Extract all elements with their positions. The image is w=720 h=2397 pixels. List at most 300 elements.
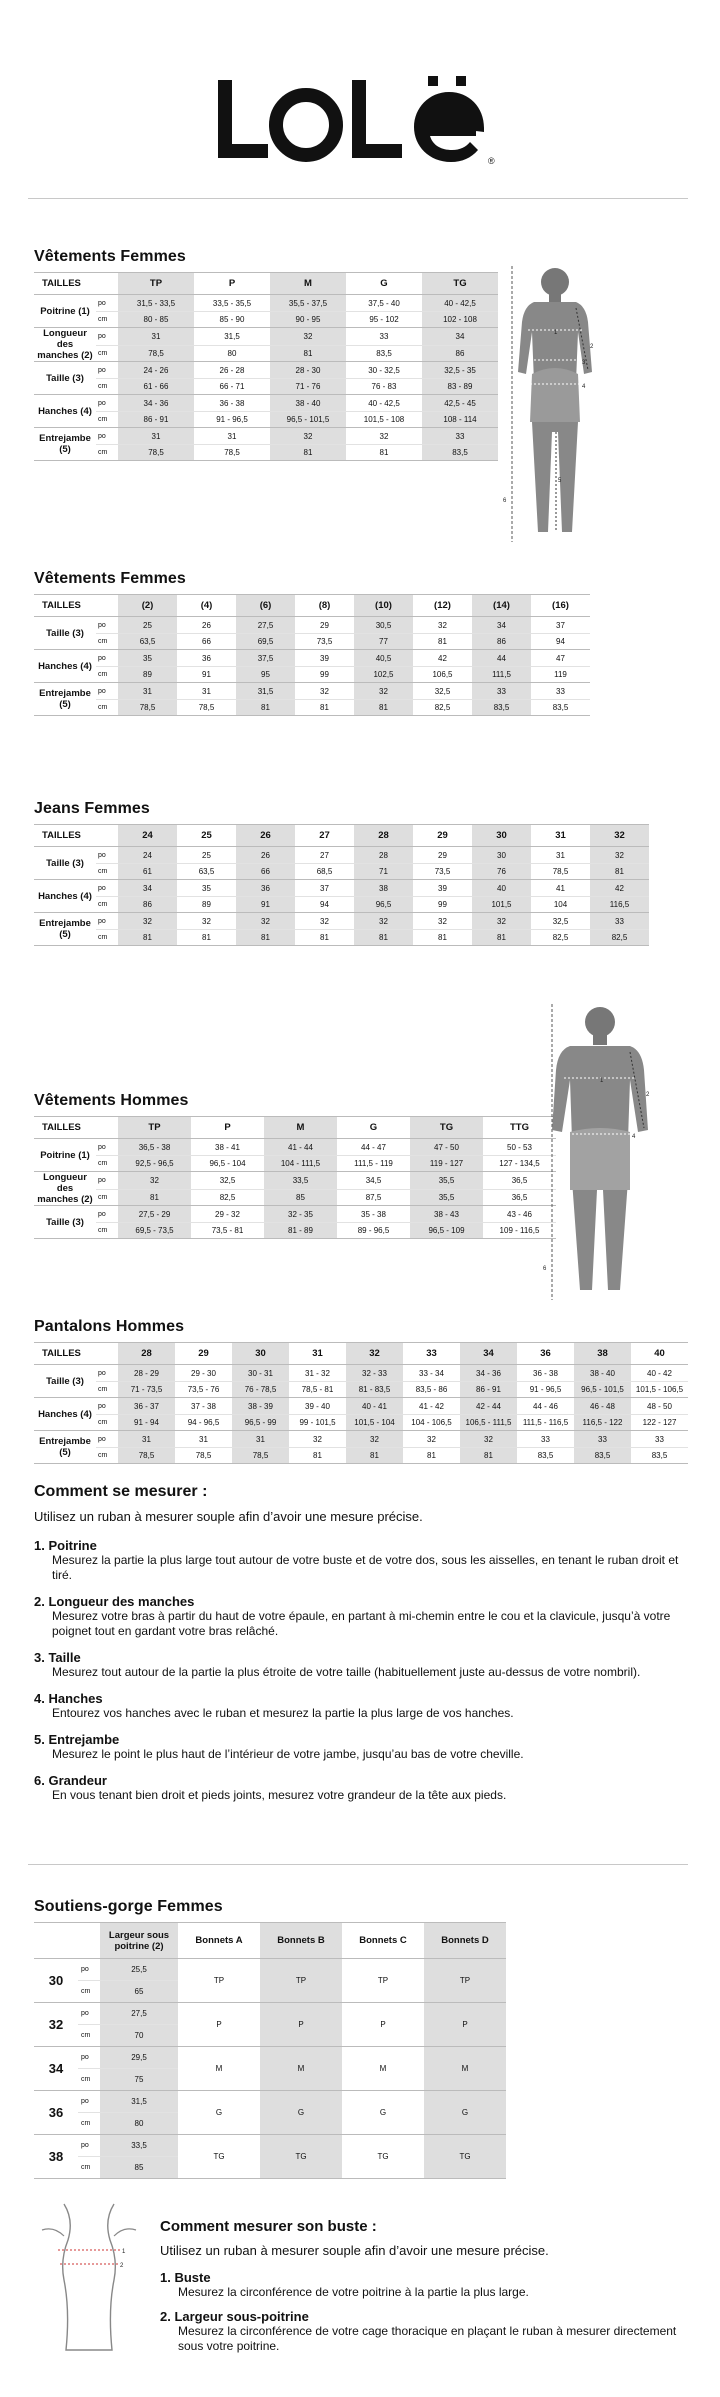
unit-label: po (96, 1139, 118, 1156)
table-cell: 76 - 78,5 (232, 1382, 289, 1398)
table-cell: 35 (177, 880, 236, 897)
howto-item (34, 1650, 694, 1680)
measurement-label: Hanches (4) (34, 1398, 96, 1431)
table-cell: 86 (422, 345, 498, 362)
table-cell: 34,5 (337, 1172, 410, 1190)
table-cell: 35,5 - 37,5 (270, 295, 346, 312)
size-column-header: 34 (460, 1343, 517, 1365)
table-cell: 81 (413, 930, 472, 946)
table-cell: 32 (346, 1431, 403, 1448)
table-title: Vêtements Femmes (34, 570, 186, 587)
table-cell: 32 (270, 328, 346, 346)
table-cell: 96,5 - 101,5 (270, 412, 346, 428)
table-row (34, 1172, 556, 1190)
table-cell: 31 (531, 847, 590, 864)
bust-item-text: Mesurez la circonférence de votre cage thoracique en plaçant le ruban à mesurer directement sous votre poitrine. (178, 2324, 677, 2353)
size-column-header: M (264, 1117, 337, 1139)
underbust-value: 33,5 (100, 2135, 178, 2157)
size-column-header: 28 (118, 1343, 175, 1365)
table-cell: 34 (118, 880, 177, 897)
table-cell: 81 (472, 930, 531, 946)
size-column-header: 40 (631, 1343, 688, 1365)
table-cell: 34 - 36 (460, 1365, 517, 1382)
table-row (34, 700, 590, 716)
table-cell: 96,5 - 99 (232, 1415, 289, 1431)
howto-item-text: Mesurez votre bras à partir du haut de votre épaule, en partant à mi-chemin entre le cou et la clavicule, jusqu’à votre poignet tout en gardant votre bras relâché. (52, 1609, 671, 1638)
howto-item-title: 6. Grandeur (34, 1773, 107, 1788)
table-cell: 26 (236, 847, 295, 864)
bra-column-header: Bonnets B (260, 1923, 342, 1959)
woman-measure-figure (500, 262, 610, 557)
table-cell: 81 (346, 445, 422, 461)
table-row (34, 1398, 688, 1415)
table-cell: 122 - 127 (631, 1415, 688, 1431)
table-row (34, 412, 498, 428)
table-cell: 36 - 38 (517, 1365, 574, 1382)
unit-label: cm (78, 2025, 100, 2047)
table-row (34, 1448, 688, 1464)
table-cell: 96,5 - 101,5 (574, 1382, 631, 1398)
size-column-header: 36 (517, 1343, 574, 1365)
table-cell: 40 - 42,5 (422, 295, 498, 312)
bra-band-size: 32 (34, 2003, 78, 2047)
unit-label: cm (96, 379, 118, 395)
unit-label: po (96, 1365, 118, 1382)
cup-size-cell: TG (260, 2135, 342, 2179)
table-cell: 39 - 40 (289, 1398, 346, 1415)
size-column-header: (12) (413, 595, 472, 617)
unit-label: po (96, 650, 118, 667)
table-cell: 32 - 35 (264, 1206, 337, 1223)
underbust-value: 70 (100, 2025, 178, 2047)
table-cell: 31,5 - 33,5 (118, 295, 194, 312)
table-cell: 32 (472, 913, 531, 930)
table-cell: 101,5 - 104 (346, 1415, 403, 1431)
table-cell: 81 (270, 345, 346, 362)
table-cell: 38 - 40 (574, 1365, 631, 1382)
man-measure-figure (540, 1000, 660, 1315)
table-cell: 94 (531, 634, 590, 650)
size-column-header: (4) (177, 595, 236, 617)
table-row (34, 864, 649, 880)
table-cell: 42 (413, 650, 472, 667)
table-cell: 78,5 (232, 1448, 289, 1464)
table-cell: 40 - 42,5 (346, 395, 422, 412)
table-cell: 78,5 - 81 (289, 1382, 346, 1398)
table-cell: 101,5 - 108 (346, 412, 422, 428)
table-cell: 91 (236, 897, 295, 913)
table-cell: 36,5 (483, 1172, 556, 1190)
unit-label: po (96, 683, 118, 700)
table-cell: 39 (295, 650, 354, 667)
unit-label: cm (96, 312, 118, 328)
measurement-label: Hanches (4) (34, 395, 96, 428)
table-cell: 81 (295, 930, 354, 946)
table-row (34, 295, 498, 312)
size-column-header: 38 (574, 1343, 631, 1365)
unit-label: cm (78, 2113, 100, 2135)
howto-item-title: 4. Hanches (34, 1691, 103, 1706)
table-cell: 42 - 44 (460, 1398, 517, 1415)
unit-label: cm (96, 1189, 118, 1206)
bra-header-row (34, 1923, 506, 1959)
table-cell: 28 - 30 (270, 362, 346, 379)
table-cell: 102,5 (354, 667, 413, 683)
svg-text:3: 3 (582, 360, 586, 366)
table-cell: 50 - 53 (483, 1139, 556, 1156)
table-row (34, 1156, 556, 1172)
table-cell: 34 (422, 328, 498, 346)
cup-size-cell: TP (260, 1959, 342, 2003)
table-cell: 32 (295, 683, 354, 700)
table-cell: 33 (531, 683, 590, 700)
table-cell: 63,5 (177, 864, 236, 880)
unit-label: po (96, 295, 118, 312)
table-cell: 35 (118, 650, 177, 667)
size-column-header: 33 (403, 1343, 460, 1365)
svg-text:2: 2 (646, 1092, 650, 1098)
table-cell: 111,5 - 116,5 (517, 1415, 574, 1431)
bra-size-table (34, 1922, 506, 2179)
table-cell: 111,5 (472, 667, 531, 683)
svg-text:5: 5 (558, 478, 562, 484)
table-cell: 83,5 (574, 1448, 631, 1464)
svg-text:1: 1 (554, 330, 558, 336)
svg-text:4: 4 (632, 1134, 636, 1140)
table-cell: 32 (295, 913, 354, 930)
table-cell: 24 - 26 (118, 362, 194, 379)
table-cell: 33 - 34 (403, 1365, 460, 1382)
bra-size-header (34, 1923, 78, 1959)
cup-size-cell: TG (342, 2135, 424, 2179)
cup-size-cell: TG (178, 2135, 260, 2179)
size-column-header: 27 (295, 825, 354, 847)
unit-label: cm (96, 1448, 118, 1464)
table-cell: 99 (413, 897, 472, 913)
measurement-label: Entrejambe (5) (34, 428, 96, 461)
bra-band-size: 30 (34, 1959, 78, 2003)
table-cell: 85 - 90 (194, 312, 270, 328)
size-column-header: 24 (118, 825, 177, 847)
table-cell: 39 (413, 880, 472, 897)
table-cell: 94 (295, 897, 354, 913)
table-cell: 26 (177, 617, 236, 634)
size-column-header: (16) (531, 595, 590, 617)
bra-row (34, 2047, 506, 2069)
table-cell: 78,5 (531, 864, 590, 880)
divider (28, 198, 688, 199)
unit-label: po (78, 2047, 100, 2069)
table-cell: 26 - 28 (194, 362, 270, 379)
bra-size-section (34, 1898, 506, 2179)
measurement-label: Longueur des manches (2) (34, 1172, 96, 1206)
table-cell: 33 (631, 1431, 688, 1448)
underbust-value: 75 (100, 2069, 178, 2091)
table-section-womens-jeans (34, 800, 654, 946)
table-cell: 31 (177, 683, 236, 700)
table-cell: 33,5 (264, 1172, 337, 1190)
table-row (34, 667, 590, 683)
underbust-value: 31,5 (100, 2091, 178, 2113)
measurement-label: Poitrine (1) (34, 295, 96, 328)
table-cell: 37,5 (236, 650, 295, 667)
table-cell: 36,5 (483, 1189, 556, 1206)
bra-band-size: 34 (34, 2047, 78, 2091)
table-cell: 36 - 37 (118, 1398, 175, 1415)
svg-text:6: 6 (543, 1266, 547, 1272)
unit-label: po (96, 847, 118, 864)
measurement-label: Taille (3) (34, 1365, 96, 1398)
howto-item-title: 2. Longueur des manches (34, 1594, 195, 1609)
unit-label: cm (96, 1382, 118, 1398)
table-cell: 89 - 96,5 (337, 1223, 410, 1239)
table-header-row (34, 1117, 556, 1139)
unit-label: po (78, 2003, 100, 2025)
header-label: TAILLES (34, 825, 96, 847)
table-cell: 66 (236, 864, 295, 880)
size-column-header: 32 (346, 1343, 403, 1365)
header-label: TAILLES (34, 1117, 96, 1139)
table-cell: 86 - 91 (118, 412, 194, 428)
bra-row (34, 2135, 506, 2157)
table-cell: 101,5 - 106,5 (631, 1382, 688, 1398)
brand-logo (0, 70, 720, 175)
size-column-header: 29 (413, 825, 472, 847)
table-row (34, 913, 649, 930)
table-cell: 80 - 85 (118, 312, 194, 328)
table-cell: 36 (236, 880, 295, 897)
table-row (34, 880, 649, 897)
measurement-label: Entrejambe (5) (34, 1431, 96, 1464)
size-column-header: (8) (295, 595, 354, 617)
bra-column-header: Bonnets D (424, 1923, 506, 1959)
table-cell: 61 - 66 (118, 379, 194, 395)
table-cell: 31 (118, 328, 194, 346)
size-column-header: G (337, 1117, 410, 1139)
table-cell: 33 (472, 683, 531, 700)
table-cell: 32 (177, 913, 236, 930)
measurement-label: Hanches (4) (34, 650, 96, 683)
howto-item-text: Mesurez la partie la plus large tout autour de votre buste et de votre dos, sous les aisselles, en tenant le ruban droit et tiré. (52, 1553, 679, 1582)
table-cell: 37 - 38 (175, 1398, 232, 1415)
divider (28, 1864, 688, 1865)
table-header-row (34, 273, 498, 295)
table-cell: 81 (403, 1448, 460, 1464)
table-cell: 73,5 - 81 (191, 1223, 264, 1239)
unit-label: po (96, 1206, 118, 1223)
table-cell: 95 - 102 (346, 312, 422, 328)
unit-label: po (96, 395, 118, 412)
table-row (34, 312, 498, 328)
table-section-mens-clothing (34, 1092, 564, 1239)
howto-title: Comment se mesurer : (34, 1483, 208, 1500)
howto-item (34, 1594, 694, 1639)
table-cell: 32 (413, 617, 472, 634)
howto-item-title: 5. Entrejambe (34, 1732, 120, 1747)
table-row (34, 379, 498, 395)
cup-size-cell: M (424, 2047, 506, 2091)
table-cell: 99 (295, 667, 354, 683)
table-row (34, 1189, 556, 1206)
svg-text:4: 4 (582, 384, 586, 390)
table-cell: 81 - 89 (264, 1223, 337, 1239)
unit-header (96, 1117, 118, 1139)
table-row (34, 617, 590, 634)
unit-label: cm (96, 345, 118, 362)
cup-size-cell: G (424, 2091, 506, 2135)
table-cell: 32 (354, 683, 413, 700)
cup-size-cell: M (260, 2047, 342, 2091)
size-table (34, 1116, 556, 1239)
table-cell: 32 (118, 1172, 191, 1190)
table-cell: 27 (295, 847, 354, 864)
bra-row (34, 2091, 506, 2113)
table-cell: 32 (413, 913, 472, 930)
header-label: TAILLES (34, 273, 96, 295)
table-cell: 30 - 31 (232, 1365, 289, 1382)
table-cell: 46 - 48 (574, 1398, 631, 1415)
table-cell: 81 - 83,5 (346, 1382, 403, 1398)
table-cell: 109 - 116,5 (483, 1223, 556, 1239)
measurement-label: Poitrine (1) (34, 1139, 96, 1172)
table-row (34, 1365, 688, 1382)
unit-label: cm (96, 412, 118, 428)
size-column-header: (6) (236, 595, 295, 617)
size-column-header: (2) (118, 595, 177, 617)
table-cell: 81 (295, 700, 354, 716)
table-row (34, 930, 649, 946)
table-cell: 40 - 41 (346, 1398, 403, 1415)
table-cell: 69,5 - 73,5 (118, 1223, 191, 1239)
table-cell: 81 (118, 930, 177, 946)
table-section-womens-clothing (34, 248, 504, 461)
unit-label: cm (78, 1981, 100, 2003)
table-cell: 81 (118, 1189, 191, 1206)
table-cell: 81 (177, 930, 236, 946)
howto-item (34, 1732, 694, 1762)
table-cell: 36 - 38 (194, 395, 270, 412)
bra-band-size: 38 (34, 2135, 78, 2179)
bra-row (34, 2003, 506, 2025)
unit-label: po (96, 428, 118, 445)
unit-header (96, 1343, 118, 1365)
bust-item-text: Mesurez la circonférence de votre poitrine à la partie la plus large. (178, 2285, 529, 2299)
table-cell: 28 - 29 (118, 1365, 175, 1382)
table-row (34, 1431, 688, 1448)
unit-label: cm (78, 2069, 100, 2091)
table-cell: 82,5 (590, 930, 649, 946)
bust-howto-item (160, 2270, 680, 2300)
table-cell: 78,5 (194, 445, 270, 461)
table-row (34, 362, 498, 379)
table-cell: 90 - 95 (270, 312, 346, 328)
table-cell: 36,5 - 38 (118, 1139, 191, 1156)
cup-size-cell: P (342, 2003, 424, 2047)
table-cell: 40 (472, 880, 531, 897)
size-column-header: TG (410, 1117, 483, 1139)
table-cell: 43 - 46 (483, 1206, 556, 1223)
table-cell: 38 - 40 (270, 395, 346, 412)
unit-header (96, 825, 118, 847)
unit-label: po (78, 2091, 100, 2113)
table-cell: 104 - 106,5 (403, 1415, 460, 1431)
table-cell: 32 - 33 (346, 1365, 403, 1382)
table-cell: 77 (354, 634, 413, 650)
measurement-label: Longueur des manches (2) (34, 328, 96, 362)
size-column-header: 31 (531, 825, 590, 847)
table-cell: 68,5 (295, 864, 354, 880)
cup-size-cell: G (178, 2091, 260, 2135)
unit-label: po (96, 1398, 118, 1415)
table-cell: 32 (289, 1431, 346, 1448)
table-cell: 73,5 (413, 864, 472, 880)
table-cell: 31 (194, 428, 270, 445)
table-cell: 116,5 (590, 897, 649, 913)
cup-size-cell: M (342, 2047, 424, 2091)
table-cell: 35,5 (410, 1189, 483, 1206)
table-cell: 38 - 39 (232, 1398, 289, 1415)
unit-label: po (96, 617, 118, 634)
unit-label: cm (96, 897, 118, 913)
table-cell: 83,5 (422, 445, 498, 461)
table-cell: 71 (354, 864, 413, 880)
table-cell: 32 (403, 1431, 460, 1448)
measurement-label: Entrejambe (5) (34, 683, 96, 716)
table-cell: 91 - 96,5 (194, 412, 270, 428)
howto-item (34, 1773, 694, 1803)
table-cell: 25 (118, 617, 177, 634)
table-cell: 31,5 (194, 328, 270, 346)
table-section-womens-numeric (34, 570, 594, 716)
unit-label: cm (96, 667, 118, 683)
table-cell: 106,5 (413, 667, 472, 683)
table-cell: 35 - 38 (337, 1206, 410, 1223)
size-column-header: TP (118, 273, 194, 295)
table-cell: 83,5 (531, 700, 590, 716)
size-column-header: 25 (177, 825, 236, 847)
table-cell: 80 (194, 345, 270, 362)
unit-label: po (96, 880, 118, 897)
size-column-header: 26 (236, 825, 295, 847)
unit-label: cm (96, 1156, 118, 1172)
measurement-label: Taille (3) (34, 847, 96, 880)
unit-label: po (78, 1959, 100, 1981)
header-label: TAILLES (34, 1343, 96, 1365)
table-cell: 34 (472, 617, 531, 634)
table-cell: 63,5 (118, 634, 177, 650)
bust-item-title: 1. Buste (160, 2270, 211, 2285)
table-cell: 102 - 108 (422, 312, 498, 328)
table-cell: 78,5 (118, 1448, 175, 1464)
table-header-row (34, 595, 590, 617)
table-cell: 31,5 (236, 683, 295, 700)
table-cell: 96,5 - 104 (191, 1156, 264, 1172)
table-cell: 71 - 76 (270, 379, 346, 395)
table-cell: 82,5 (531, 930, 590, 946)
table-cell: 38 - 43 (410, 1206, 483, 1223)
measurement-label: Hanches (4) (34, 880, 96, 913)
table-cell: 29 - 30 (175, 1365, 232, 1382)
table-cell: 29 (413, 847, 472, 864)
table-cell: 83,5 (517, 1448, 574, 1464)
table-cell: 33 (590, 913, 649, 930)
table-cell: 91 - 94 (118, 1415, 175, 1431)
size-column-header: 31 (289, 1343, 346, 1365)
table-cell: 44 - 47 (337, 1139, 410, 1156)
unit-label: cm (96, 930, 118, 946)
howto-item-title: 3. Taille (34, 1650, 81, 1665)
table-cell: 81 (460, 1448, 517, 1464)
